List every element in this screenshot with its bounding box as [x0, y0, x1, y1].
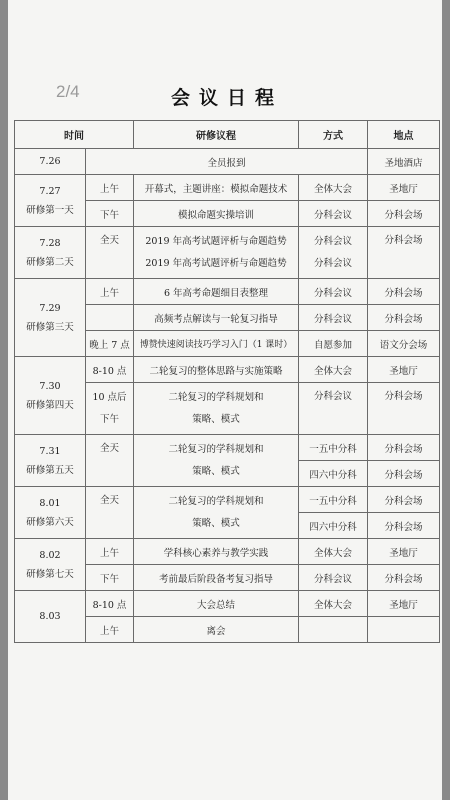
agenda-line: 策略、模式: [192, 413, 240, 425]
venue-cell: 分科会场: [368, 513, 440, 539]
format-cell: 分科会议: [299, 305, 368, 331]
day-label: 研修第六天: [26, 516, 74, 528]
date-label: 8.01: [39, 497, 61, 509]
agenda-cell: [134, 227, 299, 279]
day-label: 研修第二天: [26, 256, 74, 268]
agenda-cell: 大会总结: [134, 591, 299, 617]
table-row: [15, 227, 440, 279]
venue-cell: 分科会场: [368, 227, 440, 279]
format-line: 分科会议: [313, 257, 352, 269]
agenda-cell: 全员报到: [86, 149, 368, 175]
day-cell: [15, 487, 86, 539]
date-cell: 7.26: [15, 149, 86, 175]
format-cell: [299, 617, 368, 643]
date-label: 7.27: [39, 185, 61, 197]
table-row: [15, 357, 440, 383]
table-row: [15, 487, 440, 513]
date-label: 7.31: [39, 445, 61, 457]
day-label: 研修第一天: [26, 204, 74, 216]
page-title: 会议日程: [171, 87, 284, 109]
header-venue: 地点: [368, 121, 440, 149]
day-cell: [15, 279, 86, 357]
agenda-line: 2019 年高考试题评析与命题趋势: [145, 235, 287, 247]
table-row: [15, 539, 440, 565]
period-cell: 上午: [86, 279, 134, 305]
venue-cell: 分科会场: [368, 487, 440, 513]
format-cell: 一五中分科: [299, 435, 368, 461]
venue-cell: 分科会场: [368, 383, 440, 435]
agenda-cell: 6 年高考命题细目表整理: [134, 279, 299, 305]
page-number: 2/4: [56, 82, 80, 101]
period-cell: 8-10 点: [86, 591, 134, 617]
period-cell: 全天: [86, 227, 134, 279]
table-row: [15, 591, 440, 617]
format-cell: 一五中分科: [299, 487, 368, 513]
venue-cell: 圣地酒店: [368, 149, 440, 175]
format-cell: 全体大会: [299, 357, 368, 383]
date-label: 8.03: [39, 611, 61, 622]
period-cell: 全天: [86, 435, 134, 487]
venue-cell: 分科会场: [368, 461, 440, 487]
header-format: 方式: [299, 121, 368, 149]
format-cell: 全体大会: [299, 175, 368, 201]
venue-cell: 分科会场: [368, 565, 440, 591]
agenda-cell: 开幕式，主题讲座：模拟命题技术: [134, 175, 299, 201]
format-cell: 分科会议: [299, 383, 368, 435]
agenda-cell: 学科核心素养与教学实践: [134, 539, 299, 565]
agenda-cell: 离会: [134, 617, 299, 643]
venue-cell: 分科会场: [368, 435, 440, 461]
venue-cell: 分科会场: [368, 279, 440, 305]
day-cell: [15, 227, 86, 279]
period-cell: 全天: [86, 487, 134, 539]
agenda-cell: [134, 487, 299, 539]
period-cell: [86, 383, 134, 435]
agenda-line: 二轮复习的学科规划和: [168, 443, 264, 455]
format-line: 分科会议: [313, 235, 352, 247]
table-row: [15, 175, 440, 201]
header-agenda: 研修议程: [134, 121, 299, 149]
format-cell: 分科会议: [299, 279, 368, 305]
agenda-cell: 考前最后阶段备考复习指导: [134, 565, 299, 591]
format-cell: 分科会议: [299, 565, 368, 591]
table-row: [15, 279, 440, 305]
venue-cell: 分科会场: [368, 201, 440, 227]
day-cell: [15, 175, 86, 227]
format-cell: 四六中分科: [299, 513, 368, 539]
format-cell: 自愿参加: [299, 331, 368, 357]
date-label: 7.28: [39, 237, 61, 249]
agenda-cell: 博赞快速阅读技巧学习入门（1 课时）: [134, 331, 299, 357]
period-cell: 上午: [86, 539, 134, 565]
schedule-table: [14, 120, 440, 643]
header-time: 时间: [15, 121, 134, 149]
agenda-line: 策略、模式: [192, 517, 240, 529]
period-line: 10 点后: [92, 391, 127, 403]
venue-cell: 圣地厅: [368, 357, 440, 383]
venue-cell: 圣地厅: [368, 591, 440, 617]
date-label: 7.30: [39, 380, 61, 392]
agenda-line: 二轮复习的学科规划和: [168, 391, 264, 403]
agenda-line: 策略、模式: [192, 465, 240, 477]
day-label: 研修第三天: [26, 321, 74, 333]
period-cell: 上午: [86, 617, 134, 643]
table-row: [15, 149, 440, 175]
format-cell: 全体大会: [299, 539, 368, 565]
period-cell: 8-10 点: [86, 357, 134, 383]
period-cell: 上午: [86, 175, 134, 201]
venue-cell: [368, 617, 440, 643]
day-cell: [15, 435, 86, 487]
venue-cell: 圣地厅: [368, 539, 440, 565]
header-row: [15, 121, 440, 149]
agenda-line: 2019 年高考试题评析与命题趋势: [145, 257, 287, 269]
day-cell: [15, 357, 86, 435]
period-cell: 下午: [86, 201, 134, 227]
agenda-cell: 模拟命题实操培训: [134, 201, 299, 227]
period-cell: [86, 305, 134, 331]
day-label: 研修第四天: [26, 399, 74, 411]
format-cell: 分科会议: [299, 201, 368, 227]
format-cell: [299, 227, 368, 279]
venue-cell: 分科会场: [368, 305, 440, 331]
date-label: 8.02: [39, 549, 61, 561]
venue-cell: 语文分会场: [368, 331, 440, 357]
venue-cell: 圣地厅: [368, 175, 440, 201]
agenda-cell: [134, 435, 299, 487]
table-row: [15, 435, 440, 461]
agenda-cell: [134, 383, 299, 435]
period-cell: 下午: [86, 565, 134, 591]
day-label: 研修第五天: [26, 464, 74, 476]
agenda-line: 二轮复习的学科规划和: [168, 495, 264, 507]
agenda-cell: 高频考点解读与一轮复习指导: [134, 305, 299, 331]
period-cell: 晚上 7 点: [86, 331, 134, 357]
agenda-cell: 二轮复习的整体思路与实施策略: [134, 357, 299, 383]
date-label: 7.29: [39, 302, 61, 314]
day-cell: [15, 539, 86, 591]
period-line: 下午: [99, 413, 119, 425]
format-cell: 全体大会: [299, 591, 368, 617]
day-cell: [15, 591, 86, 643]
day-label: 研修第七天: [26, 568, 74, 580]
format-cell: 四六中分科: [299, 461, 368, 487]
